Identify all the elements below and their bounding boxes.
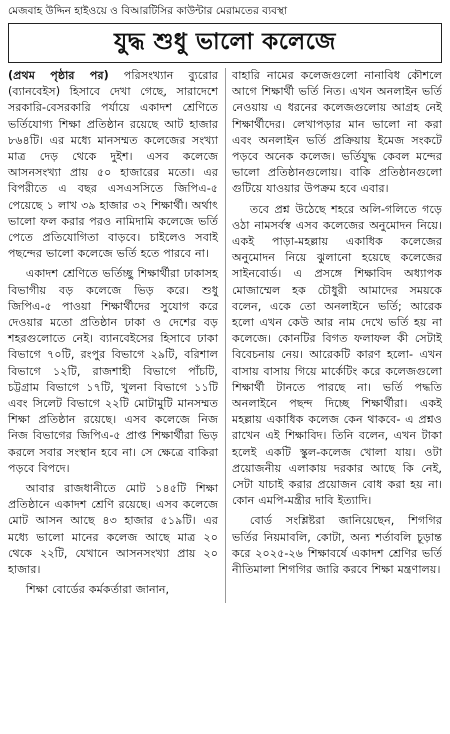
left-column [8, 68, 218, 603]
continuation-tag: (প্রথম পৃষ্ঠার পর) [8, 69, 109, 82]
left-paragraph-2: একাদশ শ্রেণিতে ভর্তিচ্ছু শিক্ষার্থীরা ঢাকাসহ বিভাগীয় বড় কলেজে ভিড় করে। শুধু জিপিএ-৫ পাওয়া শিক্ষার্থীদের সুযোগ করে দেওয়ার মতো প্রতিষ্ঠান ঢাকা ও দেশের বড় শহরগুলোতে নেই। ব্যানবেইসের হিসাবে ঢাকা বিভাগে ৭০টি, রংপুর বিভাগে ২৯টি, বরিশাল বিভাগে ১২টি, রাজশাহী বিভাগে পাঁচটি, চট্টগ্রাম বিভাগে ১৭টি, খুলনা বিভাগে ১১টি এবং সিলেট বিভাগে ২২টি মোটামুটি মানসম্মত শিক্ষা প্রতিষ্ঠান রয়েছে। এসব কলেজে নিজ নিজ বিভাগের জিপিএ-৫ প্রাপ্ত শিক্ষার্থীরা ভিড় করলে সবার সংস্থান হবে না। সে ক্ষেত্রে বাকিরা পড়বে বিপদে। [8, 267, 218, 475]
left-paragraph-1-text: পরিসংখ্যান ব্যুরোর (ব্যানবেইস) হিসাবে দেখা গেছে, সারাদেশে সরকারি-বেসরকারি পর্যায়ে একাদশ শ্রেণিতে ভর্তিযোগ্য শিক্ষা প্রতিষ্ঠান রয়েছে আট হাজার ৮৬৪টি। এর মধ্যে মানসম্মত কলেজের সংখ্যা মাত্র দেড় থেকে দুইশ। এসব কলেজে আসনসংখ্যা প্রায় ৫০ হাজারের মতো। এর বিপরীতে এ বছর এসএসসিতে জিপিএ-৫ পেয়েছে ১ লাখ ৩৯ হাজার ৩২ শিক্ষার্থী। অর্থাৎ ভালো ফল করার পরও নামিদামি কলেজে ভর্তি পেতে প্রতিযোগিতা বাড়বে। চাইলেও সবাই পছন্দের ভালো কলেজে ভর্তি হতে পারবে না। [8, 69, 218, 261]
right-paragraph-1: বাহারি নামের কলেজগুলো নানাবিধ কৌশলে আগে শিক্ষার্থী ভর্তি নিত। এখন অনলাইন ভর্তি নেওয়ায় এ ধরনের কলেজগুলোয় আগ্রহ নেই শিক্ষার্থীদের। লেখাপড়ার মান ভালো না করা এবং অনলাইন ভর্তি প্রক্রিয়ায় ইমেজ সংকটে পড়বে অনেক কলেজ। ভর্তিযুদ্ধ কেবল মন্দের ভালো প্রতিষ্ঠানগুলোয়। বাকি প্রতিষ্ঠানগুলো গুটিয়ে যাওয়ার উপক্রম হবে এবার। [232, 69, 442, 196]
right-paragraph-2: তবে প্রশ্ন উঠেছে শহরে অলি-গলিতে গড়ে ওঠা নামসর্বস্ব এসব কলেজের অনুমোদন নিয়ে। একই পাড়া-মহল্লায় একাধিক কলেজের অনুমোদন নিয়ে ঝুলানো হয়েছে কলেজের সাইনবোর্ড। এ প্রসঙ্গে শিক্ষাবিদ অধ্যাপক মোজাম্মেল হক চৌধুরী আমাদের সময়কে বলেন, একে তো অনলাইনে ভর্তি; আরেক হলো এখন কেউ আর নাম দেখে ভর্তি হয় না কলেজে। কোনটির বিগত ফলাফল কী সেটাই বিবেচনায় নেয়। আরেকটি কারণ হলো- এখন বাসায় বাসায় গিয়ে মার্কেটিং করে কলেজগুলো শিক্ষার্থী টানতে পারছে না। ভর্তি পদ্ধতি অনলাইনে পছন্দ দিচ্ছে শিক্ষার্থীরা। একই মহল্লায় একাধিক কলেজ কেন থাকবে- এ প্রশ্নও রাখেন এই শিক্ষাবিদ। তিনি বলেন, এখন টাকা হলেই একটি স্কুল-কলেজ খোলা যায়। ওটা প্রয়োজনীয় এলাকায় দরকার আছে কি নেই, সেটা যাচাই করার প্রয়োজন বোধ করা হয় না। কোন এমপি-মন্ত্রীর দাবি ইত্যাদি। [232, 202, 442, 508]
article-headline: যুদ্ধ শুধু ভালো কলেজে [114, 29, 336, 55]
article-headline-box [8, 23, 442, 63]
left-paragraph-1 [8, 68, 218, 262]
article-body [8, 68, 442, 603]
left-paragraph-3: আবার রাজধানীতে মোট ১৪৫টি শিক্ষা প্রতিষ্ঠানে একাদশ শ্রেণি রয়েছে। এসব কলেজে মোট আসন আছে ৪৩ হাজার ৫১৯টি। এর মধ্যে ভালো মানের কলেজ আছে মাত্র ২০ থেকে ২২টি, যেখানে আসনসংখ্যা প্রায় ২০ হাজার। [8, 482, 218, 577]
right-column [232, 68, 442, 603]
related-headline-strip: মেজবাহ উদ্দিন হাইওয়ে ও বিআরটিসির কাউন্টার মেরামতের ব্যবস্থা [8, 5, 288, 17]
column-divider [225, 68, 226, 603]
right-paragraph-3: বোর্ড সংশ্লিষ্টরা জানিয়েছেন, শিগগির ভর্তির নিয়মাবলি, কোটা, অন্য শর্তাবলি চূড়ান্ত করে ২০২৫-২৬ শিক্ষাবর্ষে একাদশ শ্রেণির ভর্তি নীতিমালা শিগগির জারি করবে শিক্ষা মন্ত্রণালয়। [232, 514, 442, 577]
left-paragraph-4: শিক্ষা বোর্ডের কর্মকর্তারা জানান, [25, 583, 170, 597]
